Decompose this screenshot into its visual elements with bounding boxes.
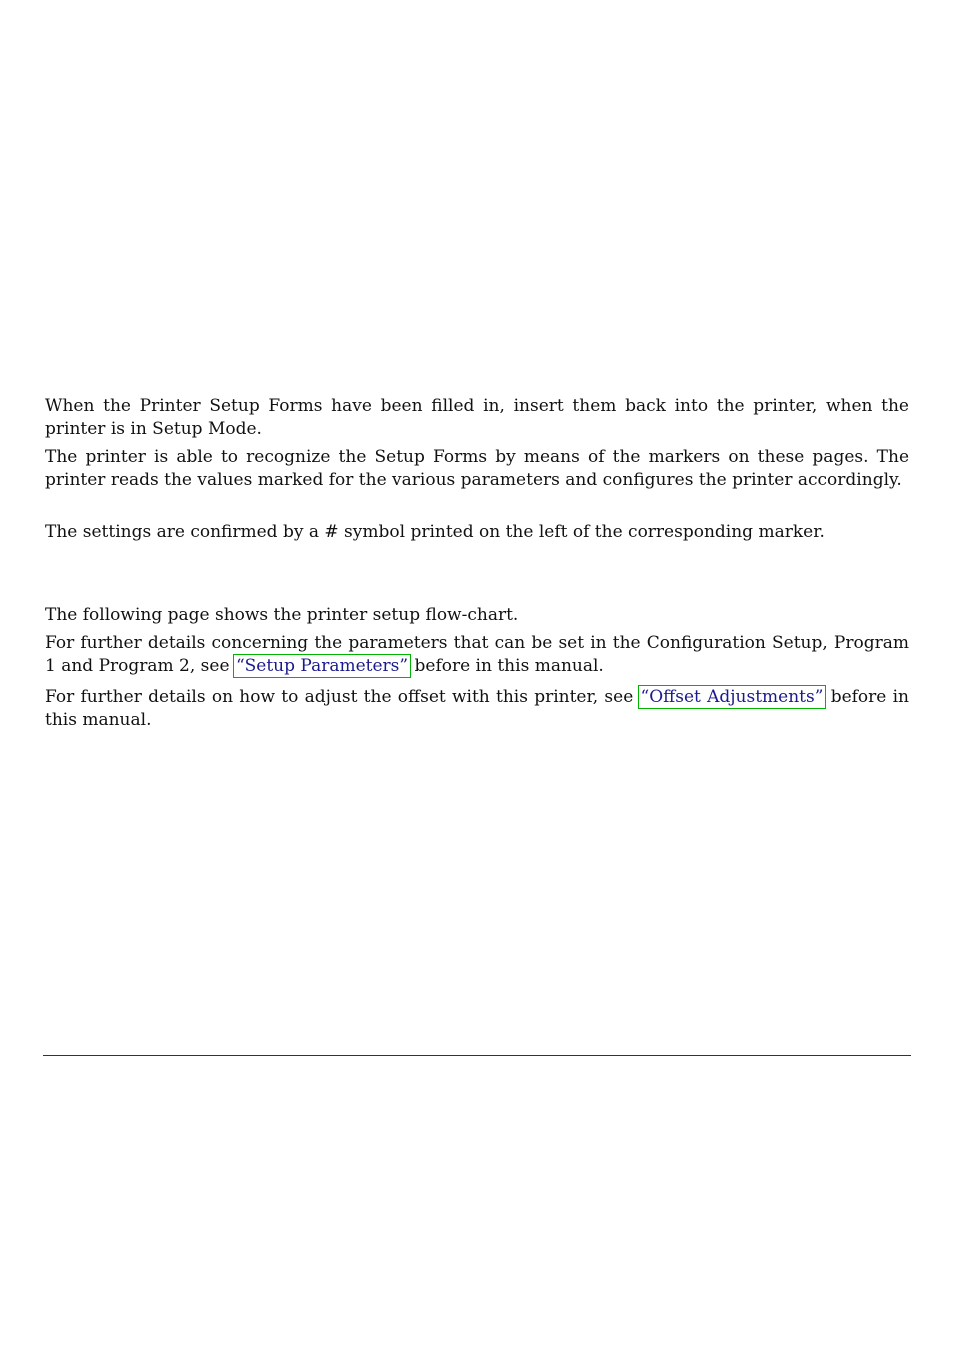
footer-divider bbox=[43, 1055, 911, 1056]
paragraph-setup-parameters-text-before: For further details concerning the parameters that can be set in the Configuration Setup, Program 1 and Program 2, see bbox=[45, 633, 909, 676]
paragraph-offset-adjustments bbox=[45, 686, 909, 732]
paragraph-offset-text-before: For further details on how to adjust the offset with this printer, see bbox=[45, 687, 640, 707]
paragraph-insert-forms: When the Printer Setup Forms have been filled in, insert them back into the printer, when the printer is in Setup Mode. bbox=[45, 396, 909, 439]
paragraph-settings-confirmed: The settings are confirmed by a # symbol printed on the left of the corresponding marker. bbox=[45, 522, 825, 542]
paragraph-offset-text-after: before in this manual. bbox=[45, 687, 910, 730]
paragraph-flow-chart: The following page shows the printer setup flow-chart. bbox=[45, 605, 519, 625]
paragraph-setup-parameters bbox=[45, 632, 909, 678]
paragraph-setup-parameters-text-after: before in this manual. bbox=[409, 656, 604, 676]
offset-adjustments-link[interactable]: “Offset Adjustments” bbox=[640, 687, 824, 707]
paragraph-recognize-forms: The printer is able to recognize the Setup Forms by means of the markers on these pages. The printer reads the values marked for the various parameters and configures the printer accordingly. bbox=[45, 447, 909, 490]
setup-parameters-link[interactable]: “Setup Parameters” bbox=[235, 656, 409, 676]
